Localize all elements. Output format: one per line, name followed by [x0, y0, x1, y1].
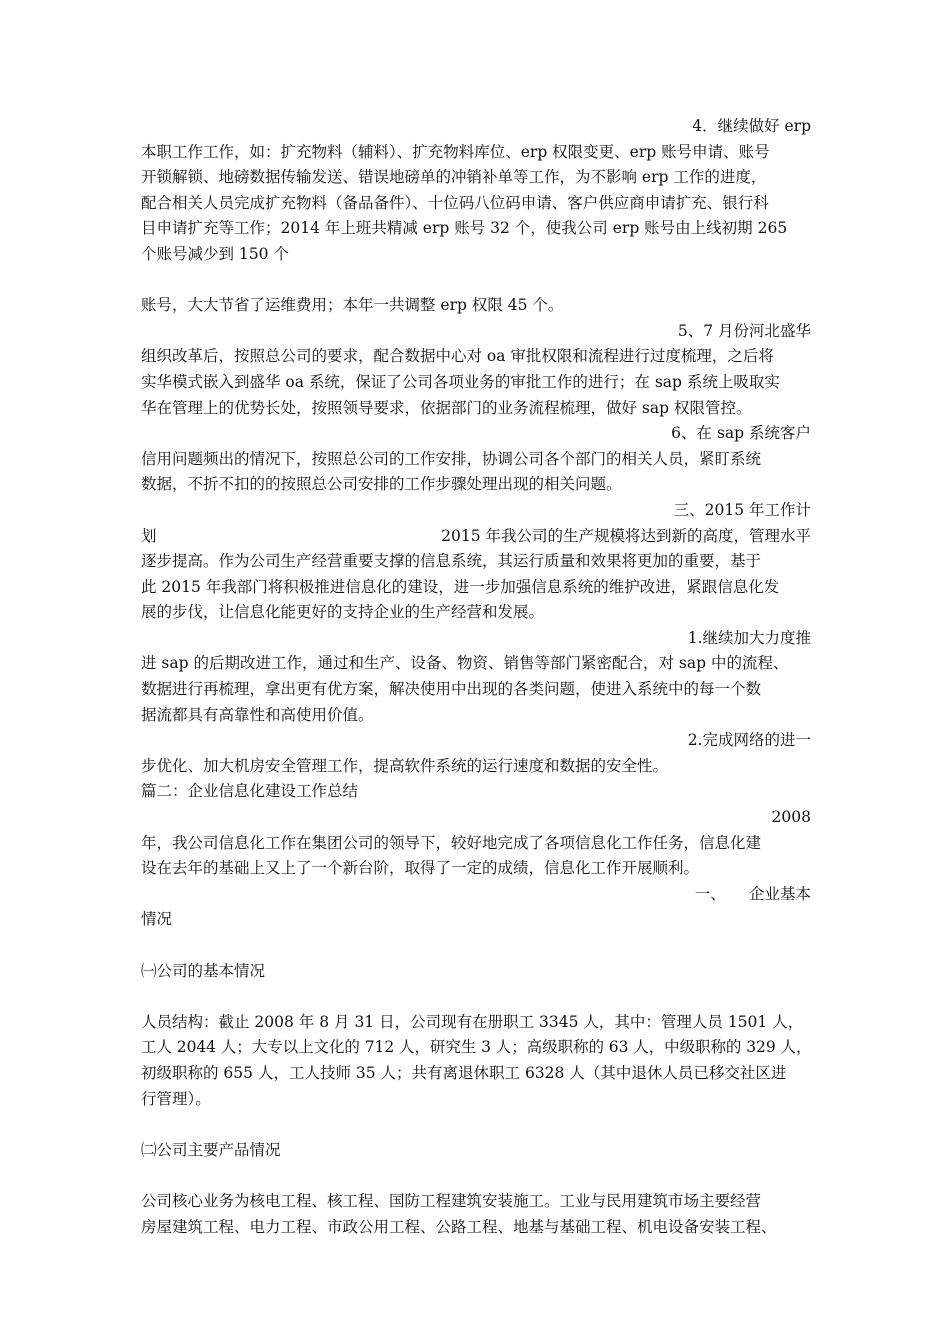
section-title: 篇二：企业信息化建设工作总结 [141, 782, 359, 801]
main-products-line: 房屋建筑工程、电力工程、市政公用工程、公路工程、地基与基础工程、机电设备安装工程、 [141, 1217, 777, 1236]
plan-2015-line: 逐步提高。作为公司生产经营重要支撑的信息系统，其运行质量和效果将更加的重要，基于 [141, 552, 762, 571]
item-6-line: 信用问题频出的情况下，按照总公司的工作安排，协调公司各个部门的相关人员，紧盯系统 [141, 449, 762, 468]
summary-year-head: 2008 [771, 808, 811, 827]
main-products-heading: ㈡公司主要产品情况 [141, 1140, 281, 1159]
plan-2015-head: 三、2015 年工作计 [673, 500, 811, 519]
company-basic-heading: ㈠公司的基本情况 [141, 961, 266, 980]
item-4-line: 配合相关人员完成扩充物料（备品备件）、十位码八位码申请、客户供应商申请扩充、银行科 [141, 193, 769, 212]
plan-item-2-line: 步优化、加大机房安全管理工作，提高软件系统的运行速度和数据的安全性。 [141, 756, 669, 775]
plan-item-1-head: 1.继续加大力度推 [687, 628, 811, 647]
item-5-line: 组织改革后，按照总公司的要求，配合数据中心对 oa 审批权限和流程进行过度梳理，之后将 [141, 347, 774, 366]
item-4-line: 开锁解锁、地磅数据传输发送、错误地磅单的冲销补单等工作，为不影响 erp 工作的进度， [141, 168, 767, 187]
plan-item-2-head: 2.完成网络的进一 [687, 731, 811, 750]
item-4-line: 个账号减少到 150 个 [141, 244, 289, 263]
staff-structure-line: 行管理）。 [141, 1089, 211, 1108]
item-4-head: 4．继续做好 erp [692, 117, 811, 135]
staff-structure-line: 工人 2044 人；大专以上文化的 712 人，研究生 3 人；高级职称的 63 人，中级职称的 329 人， [141, 1038, 812, 1057]
item-5-head: 5、7 月份河北盛华 [677, 321, 811, 340]
item-6-line: 数据，不折不扣的的按照总公司安排的工作步骤处理出现的相关问题。 [141, 475, 622, 494]
basic-info-head: 一、 企业基本 [694, 884, 811, 903]
plan-2015-first-right: 2015 年我公司的生产规模将达到新的高度，管理水平 [441, 526, 811, 545]
item-5-line: 华在管理上的优势长处，按照领导要求，依据部门的业务流程梳理，做好 sap 权限管控。 [141, 398, 752, 417]
plan-2015-first-left: 划 [141, 526, 157, 545]
plan-item-1-line: 进 sap 的后期改进工作，通过和生产、设备、物资、销售等部门紧密配合，对 sap 中的流程、 [141, 654, 789, 673]
body-text [141, 114, 811, 1240]
plan-item-1-line: 数据进行再梳理，拿出更有优方案，解决使用中出现的各类问题，使进入系统中的每一个数 [141, 680, 762, 699]
plan-item-1-line: 据流都具有高靠性和高使用价值。 [141, 705, 374, 724]
summary-line: 设在去年的基础上又上了一个新台阶，取得了一定的成绩，信息化工作开展顺利。 [141, 859, 700, 878]
summary-line: 年，我公司信息化工作在集团公司的领导下，较好地完成了各项信息化工作任务，信息化建 [141, 833, 762, 852]
item-4-line: 本职工作工作，如：扩充物料（辅料）、扩充物料库位、erp 权限变更、erp 账号申请、账号 [141, 142, 770, 161]
staff-structure-line: 初级职称的 655 人，工人技师 35 人；共有离退休职工 6328 人（其中退休人员已移交社区进 [141, 1063, 787, 1082]
plan-2015-line: 展的步伐，让信息化能更好的支持企业的生产经营和发展。 [141, 603, 545, 622]
plan-2015-first-line [141, 524, 811, 550]
main-products-line: 公司核心业务为核电工程、核工程、国防工程建筑安装施工。工业与民用建筑市场主要经营 [141, 1191, 762, 1210]
basic-info-tail: 情况 [141, 910, 173, 929]
item-4-line: 目申请扩充等工作；2014 年上班共精减 erp 账号 32 个，使我公司 erp 账号由上线初期 265 [141, 219, 788, 238]
item-6-head: 6、在 sap 系统客户 [671, 424, 811, 443]
item-5-line: 实华模式嵌入到盛华 oa 系统，保证了公司各项业务的审批工作的进行；在 sap 系统上吸取实 [141, 372, 780, 391]
item-4-after: 账号，大大节省了运维费用；本年一共调整 erp 权限 45 个。 [141, 296, 564, 315]
staff-structure-line: 人员结构：截止 2008 年 8 月 31 日，公司现有在册职工 3345 人，其中：管理人员 1501 人， [141, 1012, 804, 1031]
plan-2015-line: 此 2015 年我部门将积极推进信息化的建设，进一步加强信息系统的维护改进，紧跟信息化发 [141, 577, 780, 596]
